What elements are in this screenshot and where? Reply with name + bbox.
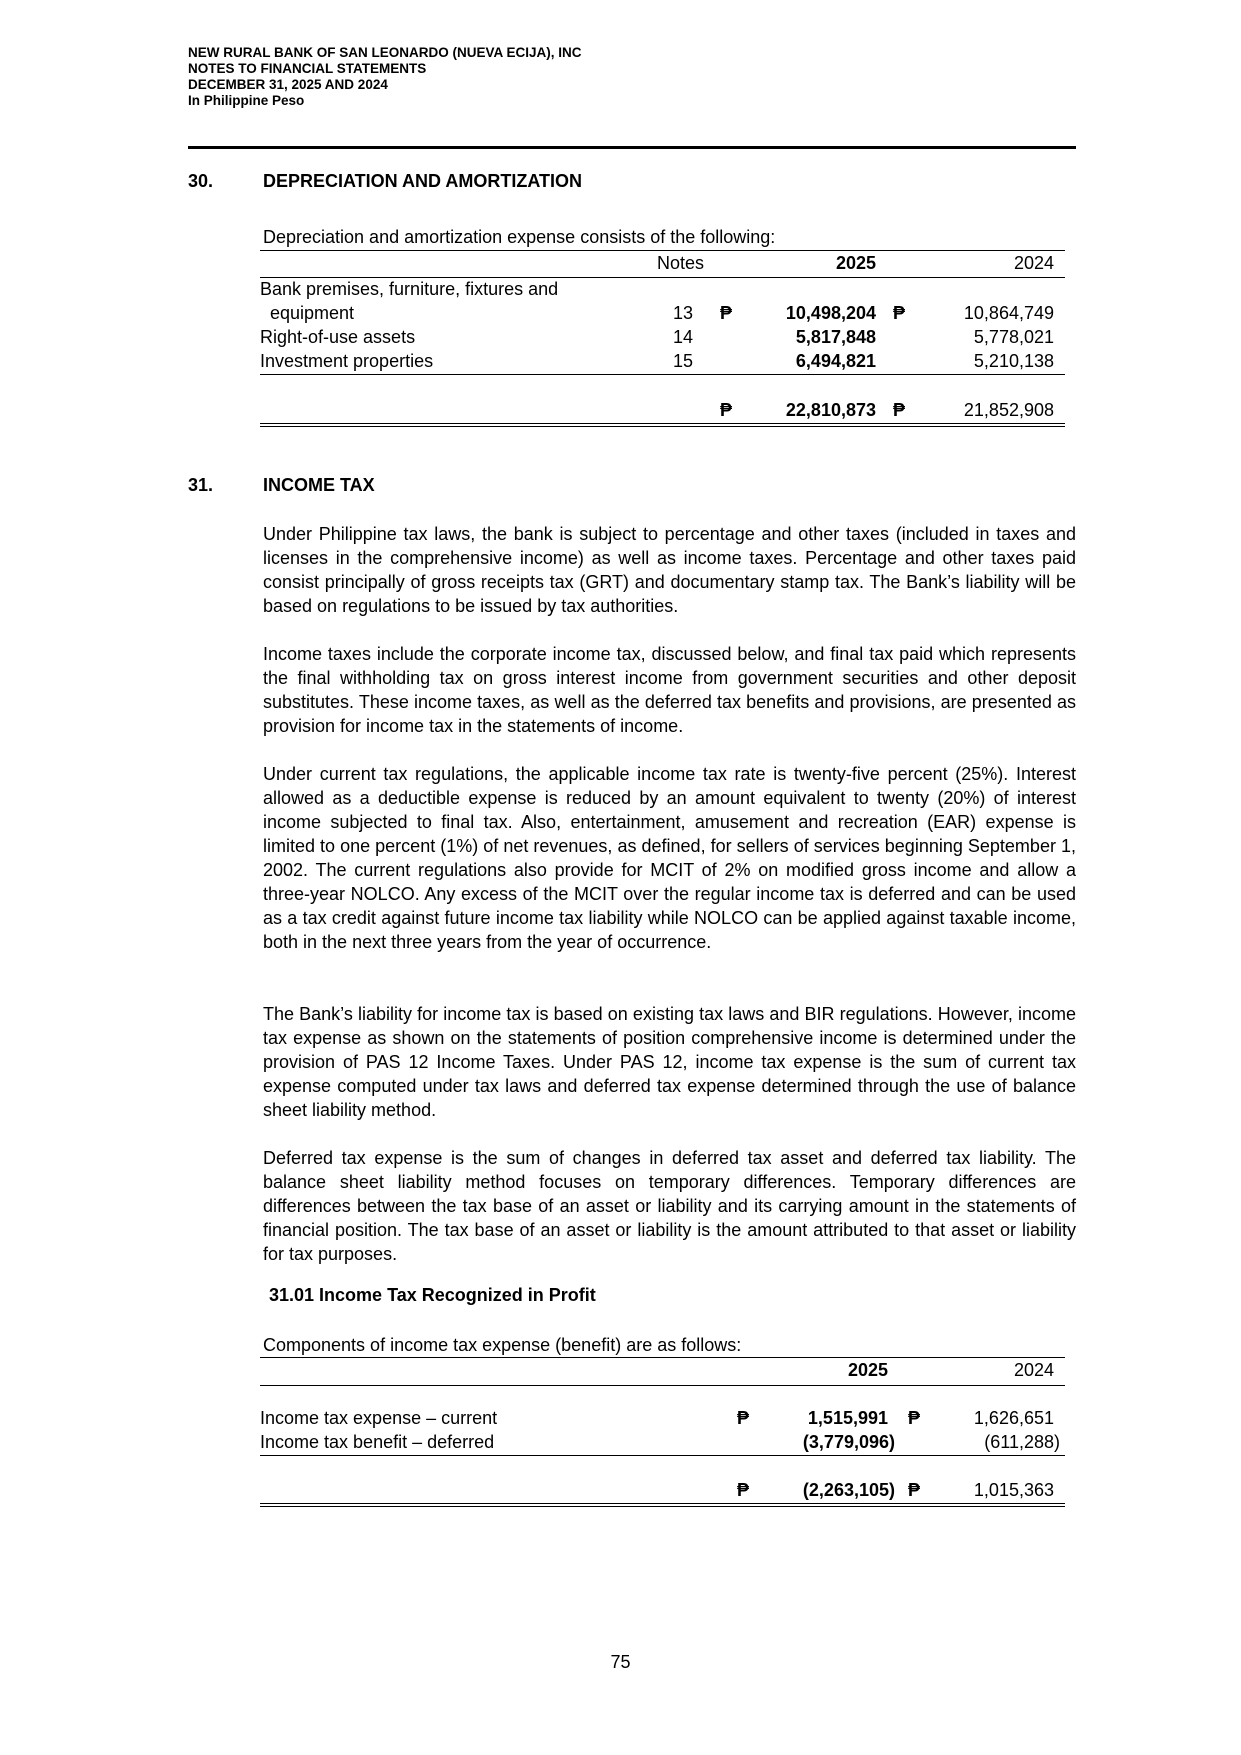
section-30-number: 30.	[188, 171, 214, 191]
total-double-rule	[260, 1503, 1065, 1507]
paragraph: Deferred tax expense is the sum of changes in deferred tax asset and deferred tax liability. The balance sheet liability method focuses on temporary differences. Temporary differences are differences between the tax base of an asset or liability and its carrying amount in the statements of financial position. The tax base of an asset or liability is the amount attributed to that asset or liability for tax purposes.	[263, 1148, 1076, 1264]
subsection-title: 31.01 Income Tax Recognized in Profit	[269, 1285, 596, 1305]
col-header-notes: Notes	[656, 253, 704, 273]
peso-sign: ₱	[737, 1480, 750, 1500]
total-2024: 21,852,908	[963, 400, 1054, 420]
table-intro: Components of income tax expense (benefit) are as follows:	[263, 1335, 742, 1355]
table-top-rule	[260, 250, 1065, 251]
paragraph: Under current tax regulations, the applicable income tax rate is twenty-five percent (25%). Interest allowed as a deductible expense is reduced by an amount equivalent to twenty (20%) of interest income subjected to final tax. Also, entertainment, amusement and recreation (EAR) expense is limited to one percent (1%) of net revenues, as defined, for sellers of services beginning September 1, 2002. The current regulations also provide for MCIT of 2% on modified gross income and allow a three-year NOLCO. Any excess of the MCIT over the regular income tax is deferred and can be used as a tax credit against future income tax liability while NOLCO can be applied against taxable income, both in the next three years from the year of occurrence.	[263, 764, 1076, 952]
row-label-line2: equipment	[270, 303, 355, 323]
row-note: 14	[672, 327, 693, 347]
subtotal-rule	[260, 374, 1065, 375]
header-underline	[260, 1385, 1065, 1386]
row-value-2025: (3,779,096)	[802, 1432, 895, 1452]
subtotal-rule	[260, 1455, 1065, 1456]
section-31-number: 31.	[188, 475, 214, 495]
paragraph: Under Philippine tax laws, the bank is subject to percentage and other taxes (included in taxes and licenses in the comprehensive income) as well as income taxes. Percentage and other taxes paid consist principally of gross receipts tax (GRT) and documentary stamp tax. The Bank’s liability will be based on regulations to be issued by tax authorities.	[263, 524, 1076, 616]
row-label: Income tax benefit – deferred	[260, 1432, 495, 1452]
paragraph: Income taxes include the corporate income tax, discussed below, and final tax paid which represents the final withholding tax on gross interest income from government securities and other deposit substitutes. These income taxes, as well as the deferred tax benefits and provisions, are presented as provision for income tax in the statements of income.	[263, 644, 1076, 736]
row-value-2024: 5,210,138	[973, 351, 1054, 371]
row-note: 13	[672, 303, 693, 323]
header-rule	[188, 146, 1076, 149]
total-2025: (2,263,105)	[802, 1480, 895, 1500]
row-label-line1: Bank premises, furniture, fixtures and	[260, 279, 559, 299]
row-value-2025: 6,494,821	[795, 351, 876, 371]
section-30-title: DEPRECIATION AND AMORTIZATION	[263, 171, 582, 191]
col-header-2025: 2025	[847, 1360, 888, 1380]
row-value-2024: 5,778,021	[973, 327, 1054, 347]
paragraph: The Bank’s liability for income tax is based on existing tax laws and BIR regulations. However, income tax expense as shown on the statements of position comprehensive income is determined under the provision of PAS 12 Income Taxes. Under PAS 12, income tax expense is the sum of current tax expense computed under tax laws and deferred tax expense determined through the use of balance sheet liability method.	[263, 1004, 1076, 1120]
row-value-2024: (611,288)	[984, 1432, 1060, 1452]
col-header-2025: 2025	[835, 253, 876, 273]
row-value-2025: 5,817,848	[795, 327, 876, 347]
col-header-2024: 2024	[1013, 253, 1054, 273]
peso-sign: ₱	[720, 303, 733, 323]
row-label: Income tax expense – current	[260, 1408, 498, 1428]
peso-sign: ₱	[908, 1480, 921, 1500]
row-note: 15	[672, 351, 693, 371]
currency-note: In Philippine Peso	[188, 93, 305, 108]
company-name: NEW RURAL BANK OF SAN LEONARDO (NUEVA ECIJA), INC	[188, 45, 582, 60]
page-number: 75	[610, 1652, 631, 1672]
row-value-2025: 10,498,204	[785, 303, 876, 323]
peso-sign: ₱	[720, 400, 733, 420]
total-2025: 22,810,873	[785, 400, 876, 420]
row-value-2024: 10,864,749	[963, 303, 1054, 323]
document-header	[188, 45, 582, 109]
section-30-intro: Depreciation and amortization expense consists of the following:	[263, 227, 776, 247]
total-2024: 1,015,363	[973, 1480, 1054, 1500]
document-title: NOTES TO FINANCIAL STATEMENTS	[188, 61, 427, 76]
peso-sign: ₱	[908, 1408, 921, 1428]
header-underline	[260, 277, 1065, 278]
total-double-rule	[260, 423, 1065, 427]
row-label: Right-of-use assets	[260, 327, 416, 347]
peso-sign: ₱	[737, 1408, 750, 1428]
section-31-title: INCOME TAX	[263, 475, 375, 495]
reporting-period: DECEMBER 31, 2025 AND 2024	[188, 77, 388, 92]
table-top-rule	[260, 1357, 1065, 1358]
peso-sign: ₱	[893, 303, 906, 323]
row-value-2024: 1,626,651	[973, 1408, 1054, 1428]
row-value-2025: 1,515,991	[807, 1408, 888, 1428]
peso-sign: ₱	[893, 400, 906, 420]
row-label: Investment properties	[260, 351, 434, 371]
col-header-2024: 2024	[1013, 1360, 1054, 1380]
